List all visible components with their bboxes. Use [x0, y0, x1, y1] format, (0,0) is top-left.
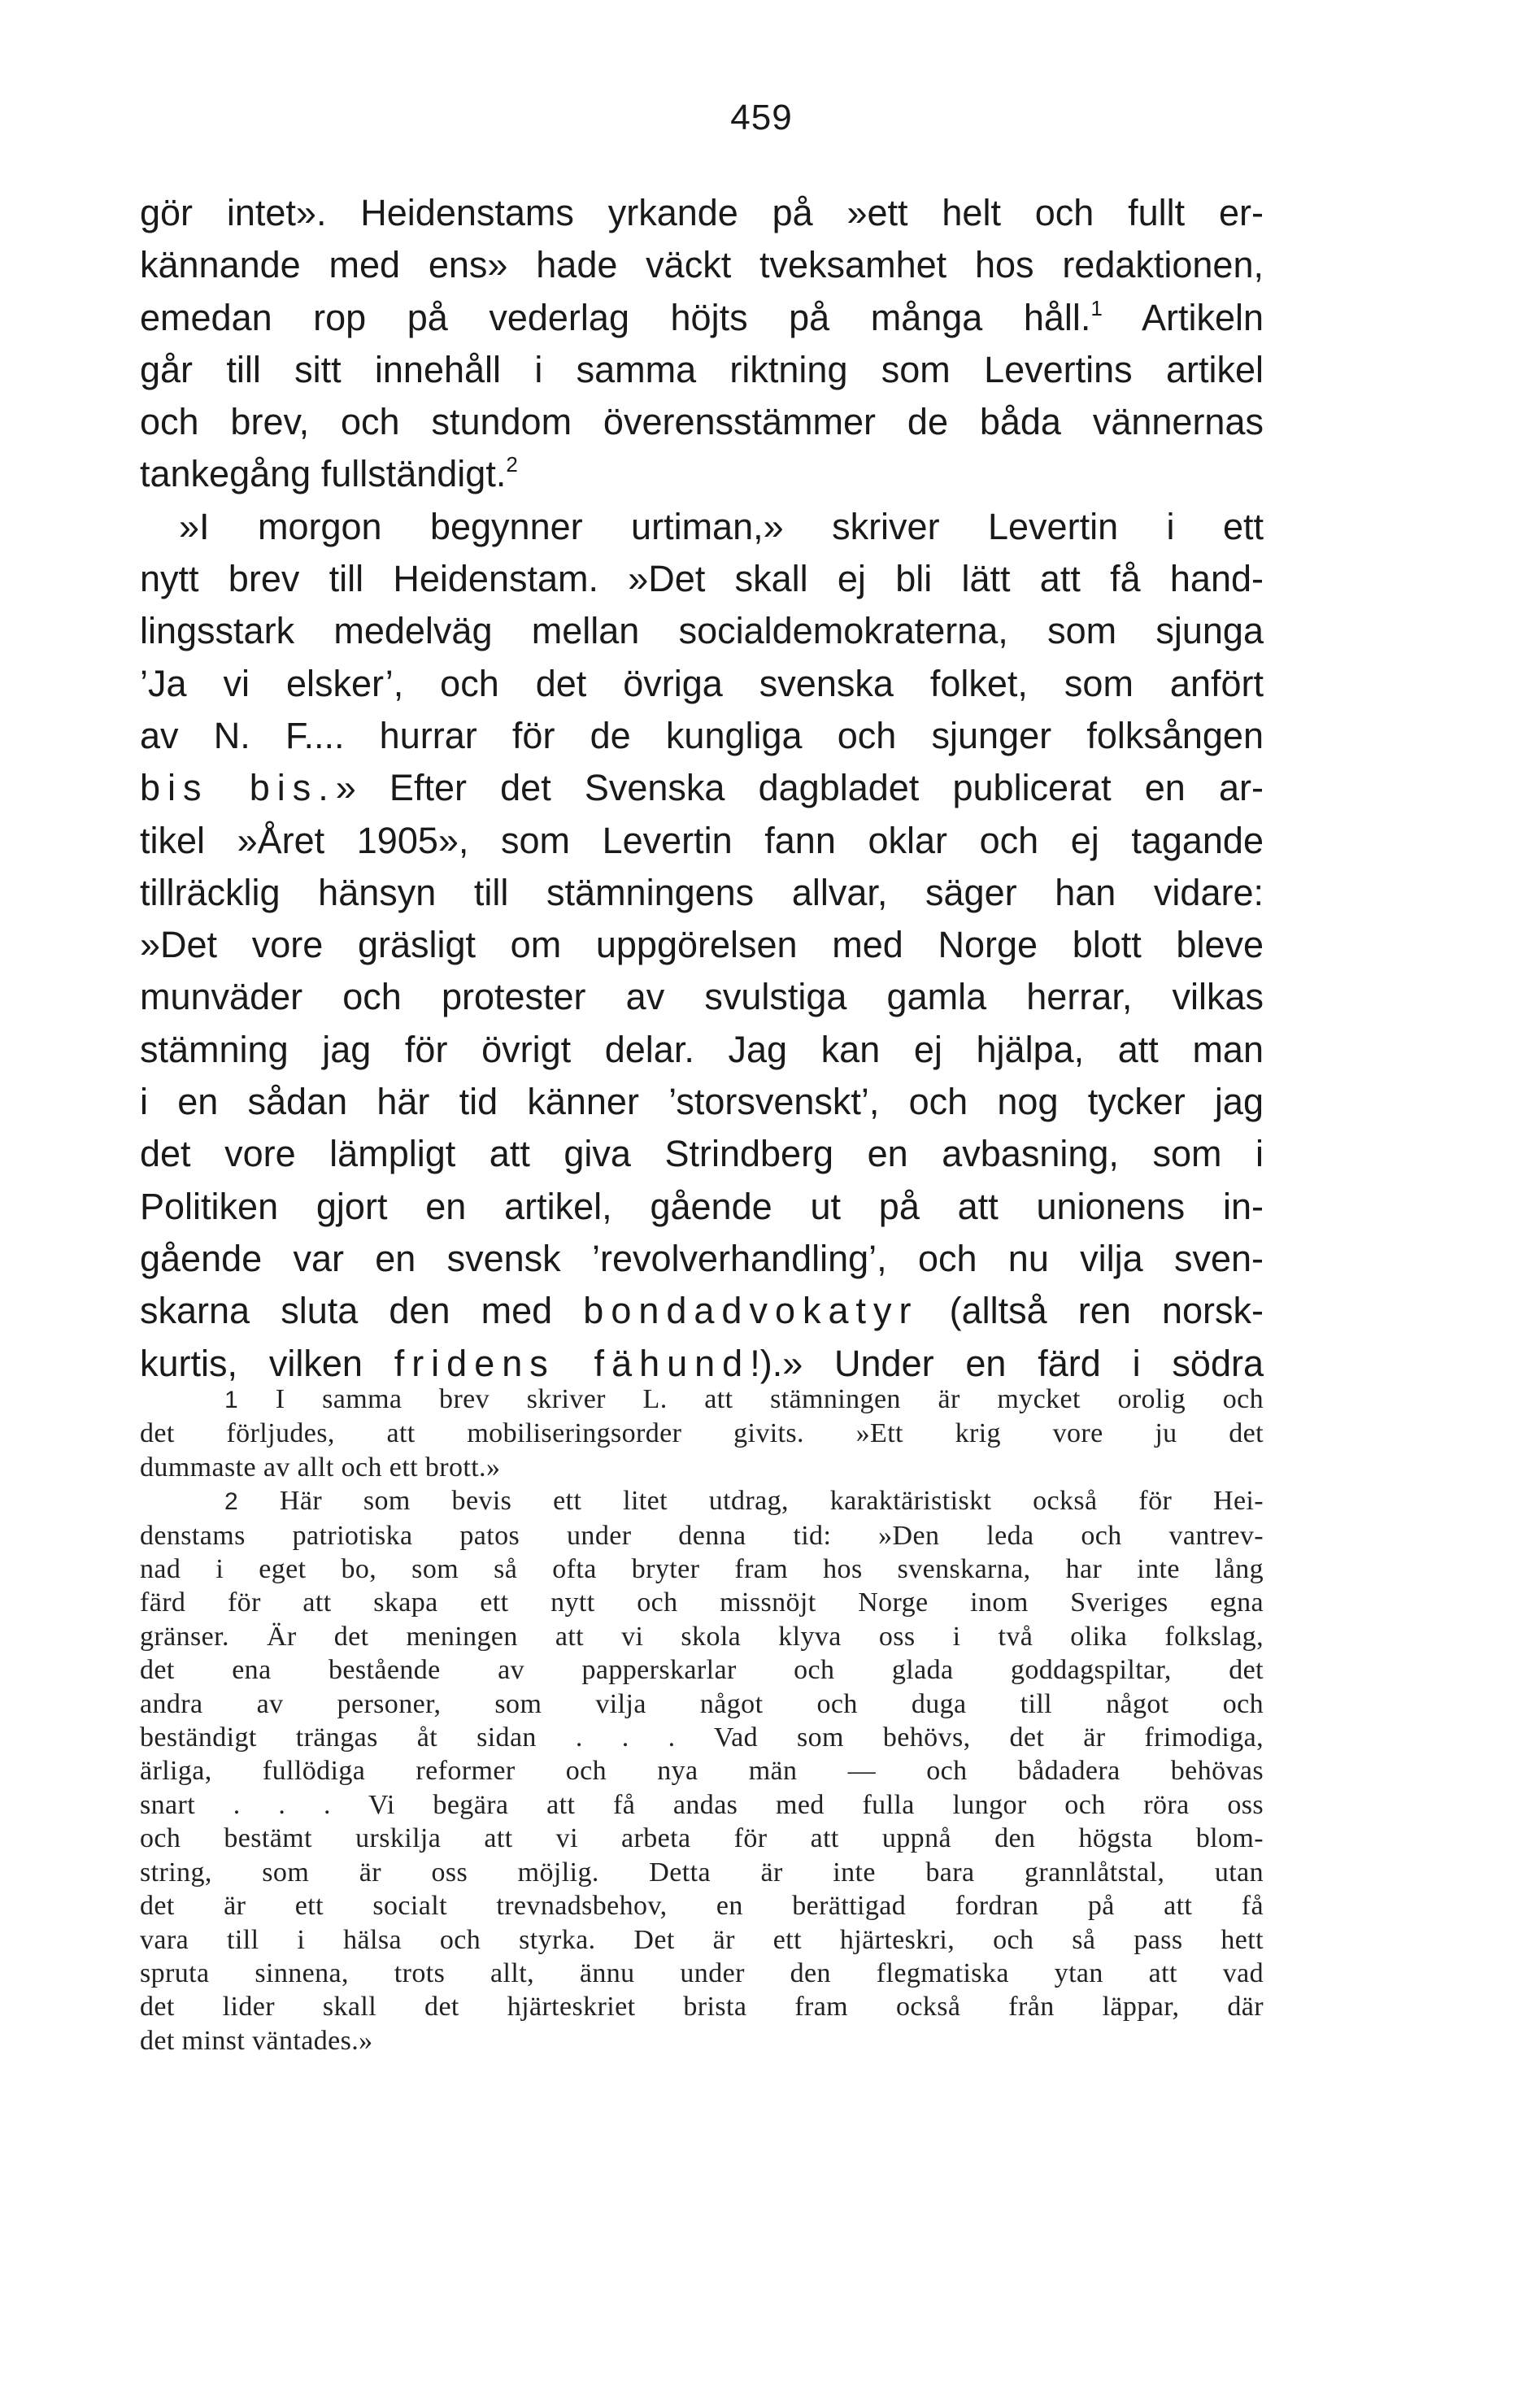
- footnote-2-line: vara till i hälsa och styrka. Det är ett hjärteskri, och så pass hett: [140, 1924, 1264, 1955]
- text-line: och brev, och stundom överensstämmer de båda vännernas: [140, 401, 1264, 443]
- footnote-1-line: [140, 1383, 1264, 1417]
- footnote-2-line: färd för att skapa ett nytt och missnöjt Norge inom Sveriges egna: [140, 1587, 1264, 1618]
- text-segment: » Efter det Svenska dagbladet publicerat en ar-: [335, 767, 1264, 809]
- footnote-2-line: string, som är oss möjlig. Detta är inte bara grannlåtstal, utan: [140, 1857, 1264, 1888]
- text-line: tillräcklig hänsyn till stämningens allvar, säger han vidare:: [140, 871, 1264, 913]
- spaced-emphasis: fridens fähund: [394, 1342, 751, 1384]
- text-line: [140, 1285, 1264, 1337]
- text-line: stämning jag för övrigt delar. Jag kan ej hjälpa, att man: [140, 1028, 1264, 1070]
- footnotes: [140, 1383, 1264, 2057]
- text-line: [140, 292, 1264, 344]
- text-segment: emedan rop på vederlag höjts på många håll.: [140, 296, 1091, 338]
- footnote-2-line: gränser. Är det meningen att vi skola klyva oss i två olika folkslag,: [140, 1621, 1264, 1652]
- text-segment: !).» Under en färd i södra: [750, 1342, 1264, 1384]
- footnote-text: I samma brev skriver L. att stämningen är mycket orolig och: [275, 1384, 1264, 1414]
- footnote-2-line: beständigt trängas åt sidan . . . Vad som behövs, det är frimodiga,: [140, 1722, 1264, 1753]
- text-line: det vore lämpligt att giva Strindberg en avbasning, som i: [140, 1133, 1264, 1175]
- footnote-2-line: det är ett socialt trevnadsbehov, en berättigad fordran på att få: [140, 1891, 1264, 1922]
- text-line: »Det vore gräsligt om uppgörelsen med Norge blott bleve: [140, 924, 1264, 966]
- footnote-2-line: det lider skall det hjärteskriet brista fram också från läppar, där: [140, 1992, 1264, 2023]
- text-segment: skarna sluta den med: [140, 1290, 584, 1332]
- footnote-ref-1[interactable]: 1: [1090, 295, 1103, 320]
- text-segment: Artikeln: [1102, 296, 1264, 338]
- text-line: nytt brev till Heidenstam. »Det skall ej bli lätt att få hand-: [140, 558, 1264, 600]
- text-line: munväder och protester av svulstiga gamla herrar, vilkas: [140, 976, 1264, 1018]
- footnote-2-line: nad i eget bo, som så ofta bryter fram hos svenskarna, har inte lång: [140, 1554, 1264, 1585]
- text-line: kännande med ens» hade väckt tveksamhet hos redaktionen,: [140, 244, 1264, 286]
- footnote-2-line: denstams patriotiska patos under denna tid: »Den leda och vantrev-: [140, 1520, 1264, 1551]
- footnote-text: Här som bevis ett litet utdrag, karaktäristiskt också för Hei-: [279, 1486, 1264, 1517]
- footnote-2-line: det minst väntades.»: [140, 2025, 373, 2056]
- text-line: lingsstark medelväg mellan socialdemokraterna, som sjunga: [140, 610, 1264, 652]
- page-number: 459: [730, 98, 793, 137]
- text-line: tikel »Året 1905», som Levertin fann oklar och ej tagande: [140, 819, 1264, 861]
- text-line: gör intet». Heidenstams yrkande på »ett helt och fullt er-: [140, 192, 1264, 233]
- footnote-2-marker: 2: [224, 1488, 239, 1516]
- text-line: Politiken gjort en artikel, gående ut på att unionens in-: [140, 1185, 1264, 1227]
- text-line: [140, 762, 1264, 814]
- footnote-1-line: dummaste av allt och ett brott.»: [140, 1452, 501, 1483]
- spaced-emphasis: bondadvokatyr: [583, 1290, 919, 1332]
- body-text: [140, 187, 1264, 1390]
- footnote-1-line: det förljudes, att mobiliseringsorder givits. »Ett krig vore ju det: [140, 1418, 1264, 1449]
- footnote-1-marker: 1: [224, 1387, 239, 1413]
- text-segment: kurtis, vilken: [140, 1342, 394, 1384]
- spaced-emphasis: bis bis.: [140, 767, 336, 809]
- text-line: [140, 448, 1264, 500]
- footnote-2-line: andra av personer, som vilja något och duga till något och: [140, 1688, 1264, 1719]
- footnote-ref-2[interactable]: 2: [506, 452, 518, 477]
- text-segment: (alltså ren norsk-: [918, 1290, 1264, 1332]
- text-line: gående var en svensk ’revolverhandling’, och nu vilja sven-: [140, 1237, 1264, 1279]
- footnote-2-line: spruta sinnena, trots allt, ännu under den flegmatiska ytan att vad: [140, 1957, 1264, 1988]
- footnote-2-line: det ena bestående av papperskarlar och glada goddagspiltar, det: [140, 1655, 1264, 1686]
- text-line: går till sitt innehåll i samma riktning som Levertins artikel: [140, 348, 1264, 390]
- footnote-2-line: och bestämt urskilja att vi arbeta för att uppnå den högsta blom-: [140, 1823, 1264, 1854]
- footnote-2-line: ärliga, fullödiga reformer och nya män — och bådadera behövas: [140, 1756, 1264, 1787]
- footnote-2-line: [140, 1484, 1264, 1518]
- text-segment: tankegång fullständigt.: [140, 453, 507, 495]
- footnote-2-line: snart . . . Vi begära att få andas med fulla lungor och röra oss: [140, 1789, 1264, 1820]
- text-line: »I morgon begynner urtiman,» skriver Levertin i ett: [179, 505, 1264, 547]
- text-line: av N. F.... hurrar för de kungliga och sjunger folksången: [140, 714, 1264, 756]
- text-line: i en sådan här tid känner ’storsvenskt’, och nog tycker jag: [140, 1081, 1264, 1123]
- text-line: ’Ja vi elsker’, och det övriga svenska folket, som anfört: [140, 662, 1264, 704]
